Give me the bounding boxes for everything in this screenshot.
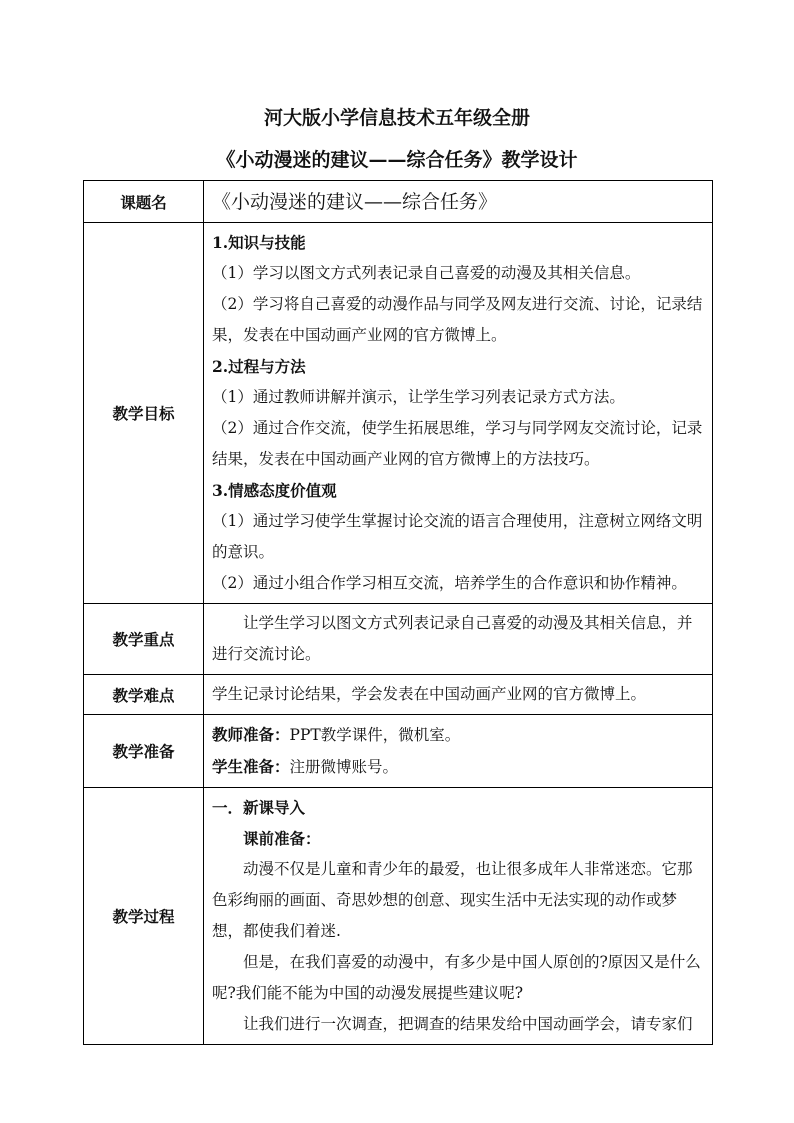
goals-section-1-heading: 1.知识与技能 [212, 233, 306, 252]
goals-section-1-item-1: （1）学习以图文方式列表记录自己喜爱的动漫及其相关信息。 [212, 264, 641, 282]
process-subheading: 课前准备： [243, 829, 321, 848]
document-title: 河大版小学信息技术五年级全册 [263, 107, 530, 129]
goals-section-3-item-2: （2）通过小组合作学习相互交流，培养学生的合作意识和协作精神。 [212, 574, 687, 592]
goals-label: 教学目标 [84, 223, 204, 604]
key-points-content [204, 604, 713, 675]
process-paragraph-1: 动漫不仅是儿童和青少年的最爱，也让很多成年人非常迷恋。它那色彩绚丽的画面、奇思妙想的创意、现实生活中无法实现的动作或梦想，都使我们着迷. [212, 860, 693, 940]
goals-section-1-item-2: （2）学习将自己喜爱的动漫作品与同学及网友进行交流、讨论，记录结果，发表在中国动画产业网的官方微博上。 [212, 295, 703, 344]
process-paragraph-2: 但是，在我们喜爱的动漫中，有多少是中国人原创的?原因又是什么呢?我们能不能为中国的动漫发展提些建议呢? [212, 953, 701, 1002]
topic-value: 《小动漫迷的建议——综合任务》 [204, 181, 713, 223]
difficulties-label: 教学难点 [84, 675, 204, 715]
teacher-preparation-label: 教师准备： [212, 725, 290, 744]
key-points-text: 让学生学习以图文方式列表记录自己喜爱的动漫及其相关信息，并进行交流讨论。 [212, 614, 693, 663]
difficulties-content [204, 675, 713, 715]
student-preparation-value: 注册微博账号。 [289, 758, 399, 776]
preparation-label: 教学准备 [84, 715, 204, 788]
process-label: 教学过程 [84, 788, 204, 1045]
goals-section-2-item-1: （1）通过教师讲解并演示，让学生学习列表记录方式方法。 [212, 388, 625, 406]
table-row-topic [84, 181, 713, 223]
process-paragraph-3: 让我们进行一次调查，把调查的结果发给中国动画学会，请专家们 [243, 1015, 693, 1033]
process-section-heading: 一．新课导入 [212, 798, 306, 817]
document-subtitle: 《小动漫迷的建议——综合任务》教学设计 [216, 149, 578, 171]
topic-label: 课题名 [84, 181, 204, 223]
table-row-goals [84, 223, 713, 604]
goals-section-3-item-1: （1）通过学习使学生掌握讨论交流的语言合理使用，注意树立网络文明的意识。 [212, 512, 703, 561]
process-content [204, 788, 713, 1045]
student-preparation-label: 学生准备： [212, 757, 290, 776]
table-row-preparation [84, 715, 713, 788]
preparation-content [204, 715, 713, 788]
table-row-key-points [84, 604, 713, 675]
goals-section-2-heading: 2.过程与方法 [212, 357, 306, 376]
goals-section-2-item-2: （2）通过合作交流，使学生拓展思维，学习与同学网友交流讨论，记录结果，发表在中国动画产业网的官方微博上的方法技巧。 [212, 419, 703, 468]
student-preparation [212, 751, 706, 783]
goals-section-3-heading: 3.情感态度价值观 [212, 481, 337, 500]
lesson-plan-table [83, 180, 713, 1045]
table-row-difficulties [84, 675, 713, 715]
difficulties-text: 学生记录讨论结果，学会发表在中国动画产业网的官方微博上。 [212, 685, 647, 703]
key-points-label: 教学重点 [84, 604, 204, 675]
table-row-process [84, 788, 713, 1045]
goals-content [204, 223, 713, 604]
teacher-preparation-value: PPT教学课件，微机室。 [289, 726, 461, 744]
teacher-preparation [212, 719, 706, 751]
